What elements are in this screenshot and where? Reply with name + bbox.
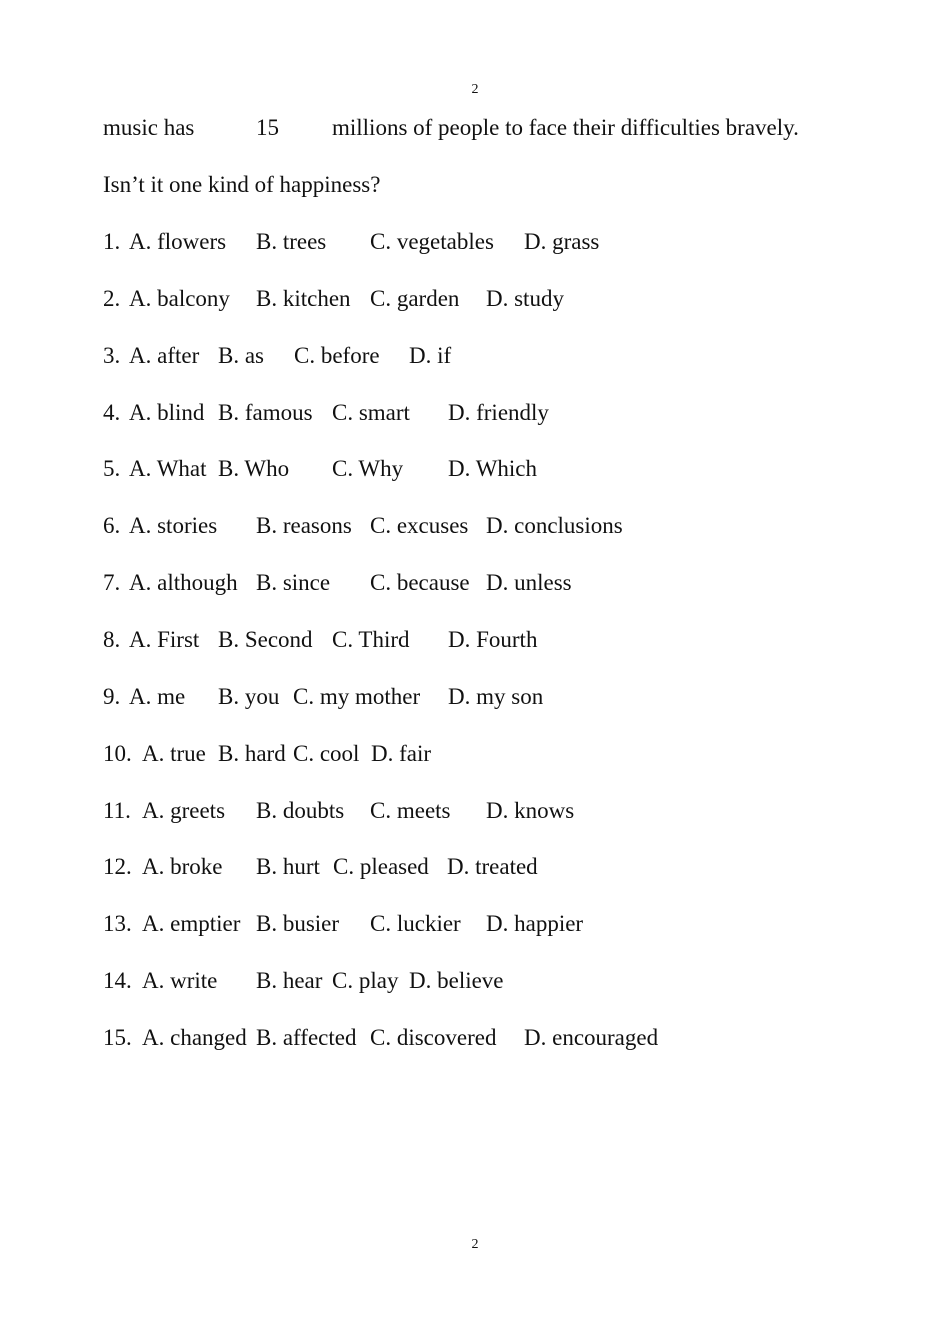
question-number: 2.: [103, 285, 121, 311]
question-number: 7.: [103, 570, 121, 596]
option-b: B. hear: [256, 968, 323, 994]
option-c: C. Third: [332, 626, 410, 652]
option-a: A. true: [142, 740, 206, 766]
option-d: D. encouraged: [524, 1024, 659, 1050]
option-d: D. if: [409, 342, 452, 368]
question-row: [0, 625, 950, 655]
page-number-top: 2: [471, 82, 479, 97]
question-row: [0, 568, 950, 598]
option-c: C. vegetables: [370, 229, 494, 254]
passage-line-2: Isn’t it one kind of happiness?: [103, 172, 381, 197]
option-b: B. hard: [218, 740, 286, 766]
passage-text: millions of people to face their difficulties bravely.: [332, 115, 799, 140]
option-c: C. Why: [332, 456, 404, 482]
option-a: A. blind: [129, 399, 205, 425]
question-row: [0, 341, 950, 371]
option-a: A. changed: [142, 1024, 247, 1050]
question-row: [0, 227, 950, 257]
option-d: D. unless: [486, 570, 572, 596]
question-number: 8.: [103, 626, 121, 652]
option-a: A. write: [142, 968, 218, 994]
option-a: A. What: [129, 456, 207, 482]
question-row: [0, 398, 950, 428]
question-number: 13.: [103, 911, 132, 937]
option-d: D. conclusions: [486, 513, 623, 539]
option-b: B. reasons: [256, 513, 352, 539]
option-d: D. grass: [524, 229, 600, 254]
question-number: 11.: [103, 797, 131, 823]
option-d: D. Which: [448, 456, 538, 482]
option-b: B. affected: [256, 1024, 357, 1050]
option-c: C. because: [370, 570, 470, 596]
option-c: C. garden: [370, 285, 460, 311]
option-b: B. kitchen: [256, 285, 351, 311]
question-number: 12.: [103, 854, 132, 880]
option-d: D. Fourth: [448, 626, 538, 652]
option-c: C. play: [332, 968, 399, 994]
option-c: C. pleased: [333, 854, 429, 880]
option-c: C. meets: [370, 797, 451, 823]
question-row: [0, 454, 950, 484]
option-d: D. study: [486, 285, 564, 311]
option-b: B. famous: [218, 399, 313, 425]
option-c: C. cool: [293, 740, 360, 766]
question-number: 1.: [103, 229, 121, 254]
blank-number: 15: [256, 115, 279, 140]
option-b: B. hurt: [256, 854, 320, 880]
option-c: C. excuses: [370, 513, 469, 539]
option-a: A. balcony: [129, 285, 230, 311]
option-c: C. my mother: [293, 683, 421, 709]
option-d: D. my son: [448, 683, 544, 709]
option-c: C. discovered: [370, 1024, 497, 1050]
option-d: D. happier: [486, 911, 584, 937]
question-row: [0, 796, 950, 826]
option-c: C. luckier: [370, 911, 461, 937]
option-d: D. knows: [486, 797, 575, 823]
question-row: [0, 682, 950, 712]
question-row: [0, 284, 950, 314]
option-b: B. as: [218, 342, 264, 368]
option-c: C. before: [294, 342, 380, 368]
option-d: D. friendly: [448, 399, 549, 425]
option-a: A. broke: [142, 854, 223, 880]
option-a: A. stories: [129, 513, 218, 539]
page-number-bottom: 2: [471, 1237, 479, 1252]
option-b: B. Who: [218, 456, 290, 482]
option-a: A. after: [129, 342, 200, 368]
option-a: A. First: [129, 626, 200, 652]
question-row: [0, 909, 950, 939]
option-d: D. fair: [371, 740, 432, 766]
option-a: A. emptier: [142, 911, 241, 937]
question-row: [0, 739, 950, 769]
option-a: A. me: [129, 683, 186, 709]
option-b: B. you: [218, 683, 280, 709]
option-b: B. doubts: [256, 797, 345, 823]
option-a: A. greets: [142, 797, 226, 823]
passage-text: music has: [103, 115, 195, 140]
question-number: 4.: [103, 399, 121, 425]
question-number: 5.: [103, 456, 121, 482]
passage-line-1: [103, 113, 799, 143]
question-number: 9.: [103, 683, 121, 709]
question-number: 14.: [103, 968, 132, 994]
option-b: B. since: [256, 570, 331, 596]
question-number: 6.: [103, 513, 121, 539]
option-a: A. although: [129, 570, 238, 596]
question-row: [0, 1023, 950, 1053]
option-b: B. trees: [256, 229, 327, 254]
question-number: 15.: [103, 1024, 132, 1050]
option-a: A. flowers: [129, 229, 227, 254]
option-b: B. busier: [256, 911, 340, 937]
option-b: B. Second: [218, 626, 313, 652]
question-number: 10.: [103, 740, 132, 766]
question-row: [0, 966, 950, 996]
option-c: C. smart: [332, 399, 410, 425]
option-d: D. believe: [409, 968, 504, 994]
question-number: 3.: [103, 342, 121, 368]
option-d: D. treated: [447, 854, 538, 880]
question-row: [0, 511, 950, 541]
question-row: [0, 852, 950, 882]
